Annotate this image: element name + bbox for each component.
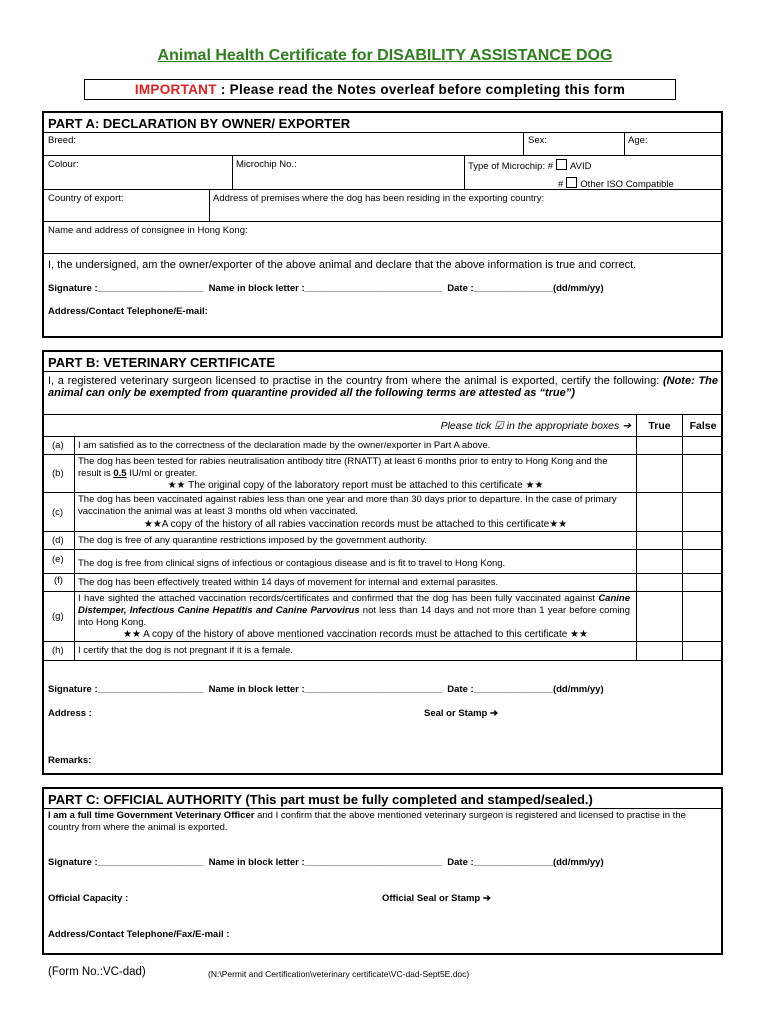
age-field[interactable]: Age:	[628, 135, 648, 146]
row-g-diseases: Canine Distemper, Infectious Canine Hepatitis and Canine Parvovirus	[78, 593, 630, 616]
row-d-label: (d)	[52, 535, 64, 546]
row-f-text: The dog has been effectively treated within 14 days of movement for internal and external parasites.	[78, 577, 499, 588]
part-a-heading: PART A: DECLARATION BY OWNER/ EXPORTER	[48, 116, 351, 131]
part-c-intro-bold: I am a full time Government Veterinary Officer	[48, 810, 255, 821]
other-iso-checkbox[interactable]	[566, 177, 577, 188]
row-c-label: (c)	[52, 507, 64, 518]
row-f-label: (f)	[54, 575, 63, 586]
consignee-field[interactable]: Name and address of consignee in Hong Kong:	[48, 225, 248, 236]
other-iso-label: Other ISO Compatible	[580, 179, 674, 190]
vet-signature-line[interactable]: Signature :____________________ Name in block letter :__________________________ Date :_______________(dd/mm/yy)	[48, 684, 604, 695]
row-e-label: (e)	[52, 554, 64, 565]
part-c-intro	[48, 810, 718, 834]
colour-field[interactable]: Colour:	[48, 159, 79, 170]
official-seal-field[interactable]: Official Seal or Stamp ➔	[382, 893, 491, 904]
avid-label: AVID	[570, 161, 592, 172]
vet-remarks-field[interactable]: Remarks:	[48, 755, 92, 766]
row-g-label: (g)	[52, 611, 64, 622]
row-b-note: ★★ The original copy of the laboratory report must be attached to this certificate ★★	[167, 480, 544, 491]
please-tick-instruction: Please tick ☑ in the appropriate boxes ➔	[440, 420, 631, 432]
part-b-note: (Note: The animal can only be exempted from quarantine provided all the following terms are attested as “true”)	[48, 375, 719, 399]
file-path: (N:\Permit and Certification\veterinary certificate\VC-dad-Sept5E.doc)	[208, 969, 470, 979]
row-g-text	[78, 593, 630, 629]
row-e-text: The dog is free from clinical signs of infectious or contagious disease and is fit to travel to Hong Kong.	[78, 558, 506, 569]
row-h-text: I certify that the dog is not pregnant if it is a female.	[78, 645, 293, 656]
official-capacity-field[interactable]: Official Capacity :	[48, 893, 129, 904]
microchip-type-label	[468, 159, 591, 172]
row-b-text	[78, 456, 633, 480]
owner-declaration: I, the undersigned, am the owner/exporter of the above animal and declare that the above information is true and correct.	[48, 259, 637, 271]
important-notice	[84, 79, 676, 100]
row-g-text-1: I have sighted the attached vaccination records/certificates and confirmed that the dog has been fully vaccinated against	[78, 593, 599, 604]
microchip-type-text: Type of Microchip: #	[468, 161, 554, 172]
important-text: : Please read the Notes overleaf before completing this form	[216, 82, 626, 97]
part-b-intro	[48, 375, 718, 399]
form-number: (Form No.:VC-dad)	[48, 966, 146, 978]
country-of-export-field[interactable]: Country of export:	[48, 193, 124, 204]
row-g-text-2: not less than 14 days and not more than 1 year before coming into Hong Kong.	[78, 605, 630, 628]
row-b-text-2: IU/ml or greater.	[126, 468, 198, 479]
important-tag: IMPORTANT	[134, 82, 217, 97]
row-a-text: I am satisfied as to the correctness of the declaration made by the owner/exporter in Part A above.	[78, 440, 491, 451]
row-d-text: The dog is free of any quarantine restrictions imposed by the government authority.	[78, 535, 427, 546]
breed-field[interactable]: Breed:	[48, 135, 76, 146]
avid-checkbox[interactable]	[556, 159, 567, 170]
sex-field[interactable]: Sex:	[528, 135, 548, 146]
row-a-label: (a)	[52, 440, 64, 451]
false-column-header: False	[689, 420, 717, 432]
row-b-label: (b)	[52, 468, 64, 479]
vet-seal-field[interactable]: Seal or Stamp ➔	[424, 708, 498, 719]
row-b-threshold: 0.5	[113, 468, 127, 479]
row-b-text-1: The dog has been tested for rabies neutralisation antibody titre (RNATT) at least 6 months prior to entry to Hong Kong and the result is	[78, 456, 608, 479]
part-b-heading: PART B: VETERINARY CERTIFICATE	[48, 355, 276, 370]
part-c-heading: PART C: OFFICIAL AUTHORITY (This part must be fully completed and stamped/sealed.)	[48, 792, 593, 807]
hash-label: #	[558, 179, 564, 190]
part-b-intro-text: I, a registered veterinary surgeon licensed to practise in the country from where the animal is exported, certify the following:	[48, 375, 660, 387]
part-c-section	[42, 787, 723, 955]
owner-address-field[interactable]: Address/Contact Telephone/E-mail:	[48, 306, 208, 317]
part-a-section	[42, 111, 723, 338]
row-g-note: ★★ A copy of the history of above mentioned vaccination records must be attached to this certificate ★★	[123, 629, 588, 640]
official-address-field[interactable]: Address/Contact Telephone/Fax/E-mail :	[48, 929, 230, 940]
row-c-note: ★★A copy of the history of all rabies vaccination records must be attached to this certificate★★	[143, 519, 568, 530]
microchip-number-field[interactable]: Microchip No.:	[236, 159, 297, 170]
document-title: Animal Health Certificate for DISABILITY ASSISTANCE DOG	[157, 47, 613, 64]
premises-address-field[interactable]: Address of premises where the dog has been residing in the exporting country:	[213, 193, 545, 204]
official-signature-line[interactable]: Signature :____________________ Name in block letter :__________________________ Date :_______________(dd/mm/yy)	[48, 857, 604, 868]
row-c-text: The dog has been vaccinated against rabies less than one year and more than 30 days prior to departure. In the case of primary vaccination the animal was at least 3 months old when vaccinated.	[78, 494, 617, 517]
owner-signature-line[interactable]: Signature :____________________ Name in block letter :__________________________ Date :_______________(dd/mm/yy)	[48, 283, 604, 294]
true-column-header: True	[648, 420, 671, 432]
row-h-label: (h)	[52, 645, 64, 656]
other-iso-option	[558, 177, 674, 190]
part-b-section	[42, 350, 723, 775]
part-c-intro-rest: and I confirm that the above mentioned veterinary surgeon is registered and licensed to practise in the country from where the animal is exported.	[48, 810, 686, 833]
vet-address-field[interactable]: Address :	[48, 708, 92, 719]
